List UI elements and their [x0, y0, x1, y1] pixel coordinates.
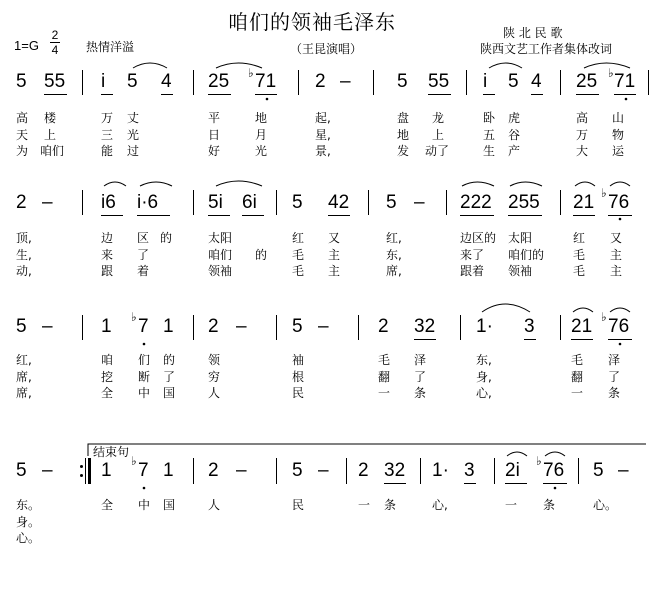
note: 25	[208, 71, 230, 92]
lyric: 谷	[508, 128, 521, 142]
performer-credit: （王昆演唱）	[290, 42, 363, 56]
note: 2	[16, 192, 27, 213]
note: 76	[608, 316, 630, 337]
dash: –	[318, 316, 329, 337]
lyric: 咱们	[208, 248, 233, 262]
dash: –	[340, 71, 351, 92]
flat-sign: ♭	[601, 310, 607, 324]
lyric: 东,	[476, 353, 492, 367]
note: 5	[508, 71, 519, 92]
lyric: 星,	[315, 128, 331, 142]
note: 2i	[505, 460, 520, 481]
slur	[482, 304, 530, 312]
note: 42	[328, 192, 350, 213]
lyric: 国	[163, 498, 176, 512]
note: 76	[608, 192, 630, 213]
note: 3	[464, 460, 475, 481]
note: 1	[101, 460, 112, 481]
lyric: 五	[483, 128, 496, 142]
slur	[507, 452, 527, 456]
note: 2	[315, 71, 326, 92]
lyric: 动了	[425, 144, 450, 158]
note: 2	[378, 316, 389, 337]
dash: –	[236, 316, 247, 337]
slur	[216, 63, 262, 68]
flat-sign: ♭	[536, 454, 542, 468]
lyric: 丈	[127, 111, 140, 125]
time-signature-top: 2	[51, 28, 59, 42]
note: 5	[127, 71, 138, 92]
lyric: 能	[101, 144, 114, 158]
lyric: 席,	[16, 370, 32, 384]
octave-dot	[266, 98, 269, 101]
slur	[545, 452, 565, 456]
lyric: 毛	[292, 248, 305, 262]
lyric: 平	[208, 111, 221, 125]
lyric: 跟	[101, 264, 114, 278]
note: 222	[460, 192, 492, 213]
slur	[584, 63, 630, 68]
dash: –	[42, 192, 53, 213]
lyric: 民	[292, 386, 305, 400]
lyric: 毛	[573, 248, 586, 262]
lyric: 太阳	[508, 231, 533, 245]
lyric: 光	[255, 144, 268, 158]
dash: –	[318, 460, 329, 481]
lyric: 泽	[608, 353, 621, 367]
slur	[575, 182, 595, 186]
note: 1	[163, 316, 174, 337]
lyric: 席,	[386, 264, 402, 278]
lyric: 三	[101, 128, 114, 142]
lyric: 红	[573, 231, 586, 245]
tempo-marking: 热情洋溢	[86, 40, 135, 54]
note: 7	[138, 460, 149, 481]
song-origin: 陕 北 民 歌	[503, 26, 563, 40]
note: 2	[358, 460, 369, 481]
lyric: 人	[208, 498, 221, 512]
note: i6	[101, 192, 116, 213]
lyric: 来	[101, 248, 114, 262]
lyric: 毛	[292, 264, 305, 278]
dash: –	[618, 460, 629, 481]
lyric: 红,	[16, 353, 32, 367]
lyric: 穷	[208, 370, 221, 384]
lyric: 根	[292, 370, 305, 384]
lyric: 一	[571, 386, 584, 400]
time-signature-bottom: 4	[51, 43, 59, 57]
octave-dot	[619, 218, 622, 221]
note: 6i	[242, 192, 257, 213]
note: 5	[386, 192, 397, 213]
lyric: 咱们	[40, 144, 65, 158]
dash: –	[42, 460, 53, 481]
lyric: 中	[138, 386, 151, 400]
dash: –	[414, 192, 425, 213]
lyric: 条	[414, 386, 427, 400]
lyric: 领袖	[508, 264, 533, 278]
lyric: 咱	[101, 353, 114, 367]
lyric: 高	[16, 111, 29, 125]
note: 7	[138, 316, 149, 337]
lyric: 民	[292, 498, 305, 512]
lyric: 景,	[315, 144, 331, 158]
note: 3	[524, 316, 535, 337]
slur	[133, 63, 167, 68]
lyric: 全	[101, 498, 114, 512]
slur	[573, 308, 593, 312]
lyric: 人	[208, 386, 221, 400]
lyric: 万	[101, 111, 114, 125]
octave-dot	[619, 343, 622, 346]
lyric: 发	[397, 144, 410, 158]
note: i	[101, 71, 106, 92]
flat-sign: ♭	[601, 186, 607, 200]
lyric: 顶,	[16, 231, 32, 245]
lyric: 高	[576, 111, 589, 125]
lyric: 光	[127, 128, 140, 142]
lyric: 了	[414, 370, 427, 384]
slur	[216, 181, 262, 186]
lyric: 过	[127, 144, 140, 158]
lyric: 运	[612, 144, 625, 158]
lyric: 东,	[386, 248, 402, 262]
lyric: 身。	[16, 515, 41, 529]
note: i·6	[137, 192, 159, 213]
song-title: 咱们的领袖毛泽东	[228, 10, 396, 34]
lyric: 天	[16, 128, 29, 142]
note: 255	[508, 192, 540, 213]
lyric: 起,	[315, 111, 331, 125]
lyric: 主	[610, 264, 623, 278]
lyric: 生	[483, 144, 496, 158]
note: 1·	[432, 460, 449, 481]
note: 5	[16, 71, 27, 92]
lyric: 泽	[414, 353, 427, 367]
note: 71	[255, 71, 277, 92]
lyric: 国	[163, 386, 176, 400]
note: 2	[208, 316, 219, 337]
note: 55	[44, 71, 66, 92]
note: 2	[208, 460, 219, 481]
note: 21	[573, 192, 595, 213]
lyric: 全	[101, 386, 114, 400]
lyric: 一	[505, 498, 518, 512]
lyric: 挖	[101, 370, 114, 384]
note: 4	[531, 71, 542, 92]
note: 32	[414, 316, 436, 337]
slur	[489, 63, 522, 68]
lyric: 区	[137, 231, 150, 245]
lyric: 毛	[378, 353, 391, 367]
dash: –	[236, 460, 247, 481]
lyric: 主	[610, 248, 623, 262]
note: i	[483, 71, 488, 92]
lyric: 身,	[476, 370, 492, 384]
note: 5i	[208, 192, 223, 213]
lyric: 条	[608, 386, 621, 400]
note: 5	[16, 460, 27, 481]
lyric: 日	[208, 128, 221, 142]
octave-dot	[143, 487, 146, 490]
lyric: 地	[255, 111, 268, 125]
lyric: 红	[292, 231, 305, 245]
slur	[140, 182, 172, 186]
lyric: 咱们的	[508, 248, 545, 262]
octave-dot	[625, 98, 628, 101]
slur	[510, 182, 542, 186]
lyric: 条	[543, 498, 556, 512]
lyric: 了	[163, 370, 176, 384]
lyric: 领袖	[208, 264, 233, 278]
lyric: 万	[576, 128, 589, 142]
lyric-adaptation-credit: 陕西文艺工作者集体改词	[480, 42, 613, 56]
lyric: 心,	[432, 498, 448, 512]
slur	[610, 182, 630, 186]
lyric: 上	[432, 128, 445, 142]
note: 4	[161, 71, 172, 92]
lyric: 边	[101, 231, 114, 245]
lyric: 一	[378, 386, 391, 400]
lyric: 边区的	[460, 231, 497, 245]
lyric: 一	[358, 498, 371, 512]
flat-sign: ♭	[248, 66, 254, 80]
lyric: 物	[612, 128, 625, 142]
lyric: 产	[508, 144, 521, 158]
note: 5	[292, 460, 303, 481]
lyric: 袖	[292, 353, 305, 367]
lyric: 龙	[432, 111, 445, 125]
lyric: 条	[384, 498, 397, 512]
lyric: 楼	[44, 111, 57, 125]
lyric: 席,	[16, 386, 32, 400]
octave-dot	[143, 343, 146, 346]
lyric: 中	[138, 498, 151, 512]
lyric: 东。	[16, 498, 41, 512]
flat-sign: ♭	[131, 454, 137, 468]
slur	[104, 182, 126, 186]
lyric: 的	[160, 231, 173, 245]
flat-sign: ♭	[608, 66, 614, 80]
note: 71	[614, 71, 636, 92]
note: 32	[384, 460, 406, 481]
lyric: 毛	[573, 264, 586, 278]
lyric: 月	[255, 128, 268, 142]
lyric: 好	[208, 144, 221, 158]
lyric: 来了	[460, 248, 485, 262]
lyric: 毛	[571, 353, 584, 367]
lyric: 的	[255, 248, 268, 262]
lyric: 翻	[571, 370, 584, 384]
note: 1·	[476, 316, 493, 337]
note: 5	[292, 192, 303, 213]
slur	[610, 308, 630, 312]
lyric: 大	[576, 144, 589, 158]
lyric: 又	[328, 231, 341, 245]
lyric: 的	[163, 353, 176, 367]
flat-sign: ♭	[131, 310, 137, 324]
note: 5	[292, 316, 303, 337]
lyric: 心。	[16, 531, 41, 545]
lyric: 山	[612, 111, 625, 125]
dash: –	[42, 316, 53, 337]
lyric: 又	[610, 231, 623, 245]
slur	[462, 182, 494, 186]
lyric: 心。	[593, 498, 618, 512]
lyric: 虎	[508, 111, 521, 125]
lyric: 着	[137, 264, 150, 278]
note: 76	[543, 460, 565, 481]
lyric: 地	[397, 128, 410, 142]
note: 5	[397, 71, 408, 92]
lyric: 动,	[16, 264, 32, 278]
note: 21	[571, 316, 593, 337]
note: 1	[163, 460, 174, 481]
note: 25	[576, 71, 598, 92]
lyric: 跟着	[460, 264, 485, 278]
lyric: 红,	[386, 231, 402, 245]
note: 55	[428, 71, 450, 92]
lyric: 卧	[483, 111, 496, 125]
note: 5	[593, 460, 604, 481]
lyric: 生,	[16, 248, 32, 262]
lyric: 太阳	[208, 231, 233, 245]
lyric: 了	[608, 370, 621, 384]
lyric: 断	[138, 370, 151, 384]
lyric: 为	[16, 144, 29, 158]
note: 1	[101, 316, 112, 337]
lyric: 心,	[476, 386, 492, 400]
lyric: 翻	[378, 370, 391, 384]
lyric: 了	[137, 248, 150, 262]
lyric: 领	[208, 353, 221, 367]
note: 5	[16, 316, 27, 337]
key-signature: 1=G	[14, 38, 39, 53]
lyric: 主	[328, 248, 341, 262]
octave-dot	[554, 487, 557, 490]
lyric: 盘	[397, 111, 410, 125]
lyric: 主	[328, 264, 341, 278]
lyric: 们	[138, 353, 151, 367]
ending-label: 结束句	[93, 445, 130, 459]
lyric: 上	[44, 128, 57, 142]
